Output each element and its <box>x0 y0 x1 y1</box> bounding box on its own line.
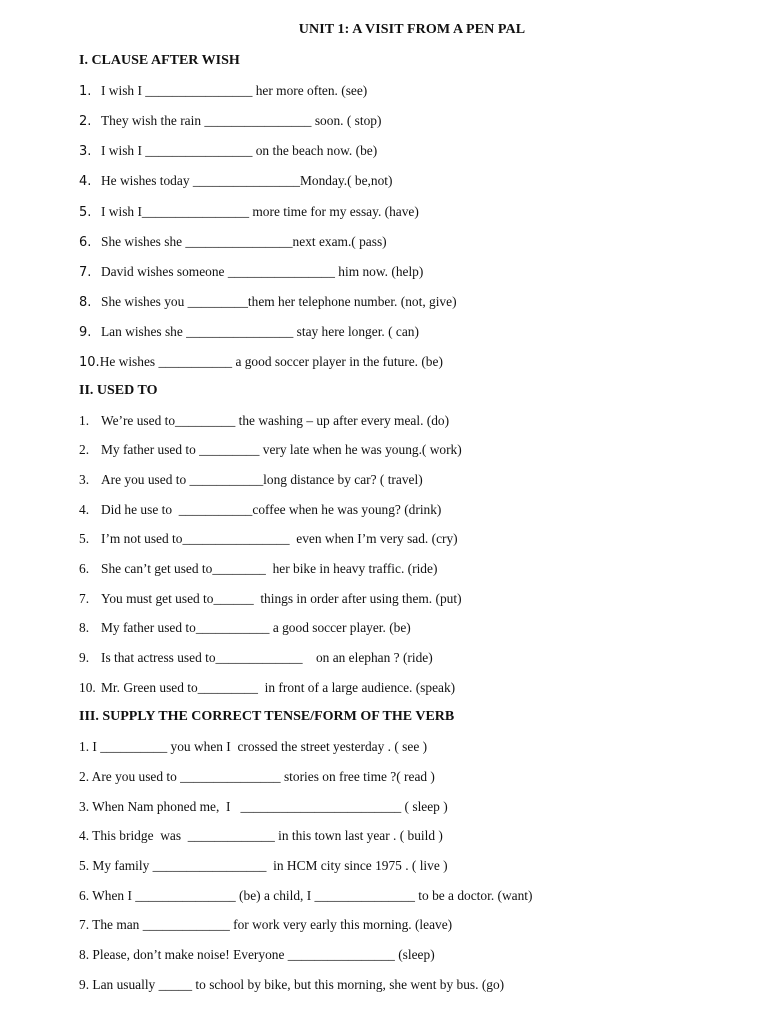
list-item <box>79 917 452 933</box>
item-text: This bridge was _____________ in this town last year . ( build ) <box>92 828 443 843</box>
item-text: Are you used to ___________long distance by car? ( travel) <box>101 472 423 487</box>
item-number: 7. <box>79 917 90 932</box>
item-number: 4. <box>79 828 90 843</box>
list-item <box>79 947 435 963</box>
list-item <box>79 858 448 874</box>
list-item <box>79 977 504 993</box>
item-text: David wishes someone ________________ him now. (help) <box>101 264 424 279</box>
list-item <box>79 739 427 755</box>
item-text: We’re used to_________ the washing – up after every meal. (do) <box>101 413 450 428</box>
item-text: My father used to___________ a good soccer player. (be) <box>101 620 411 635</box>
item-number: 5. <box>79 205 92 220</box>
item-number: 8. <box>79 620 90 635</box>
item-number: 6. <box>79 235 92 250</box>
item-number: 2. <box>79 442 90 457</box>
item-text: Did he use to ___________coffee when he was young? (drink) <box>101 502 442 517</box>
section-heading: III. SUPPLY THE CORRECT TENSE/FORM OF THE VERB <box>79 709 455 724</box>
item-text: I wish I ________________ on the beach now. (be) <box>101 143 378 158</box>
item-number: 2. <box>79 769 90 784</box>
item-number: 4. <box>79 502 90 517</box>
item-text: When Nam phoned me, I ________________________ ( sleep ) <box>92 799 448 814</box>
list-item <box>79 113 381 130</box>
list-item <box>79 799 448 815</box>
item-number: 8. <box>79 295 92 310</box>
item-number: 1. <box>79 84 92 99</box>
item-text: Are you used to _______________ stories on free time ?( read ) <box>91 769 435 784</box>
list-item <box>79 769 435 785</box>
item-number: 6. <box>79 561 90 576</box>
list-item <box>79 264 423 281</box>
list-item <box>79 442 462 458</box>
list-item <box>79 828 443 844</box>
list-item <box>79 531 458 547</box>
item-number: 3. <box>79 144 92 159</box>
list-item <box>79 561 437 577</box>
page-title: UNIT 1: A VISIT FROM A PEN PAL <box>298 22 526 37</box>
list-item <box>79 234 387 251</box>
item-text: She can’t get used to________ her bike in heavy traffic. (ride) <box>101 561 438 576</box>
list-item <box>79 472 423 488</box>
section-heading: II. USED TO <box>79 383 158 398</box>
item-number: 1. <box>79 739 90 754</box>
item-number: 6. <box>79 888 90 903</box>
item-number: 9. <box>79 650 90 665</box>
item-text: Is that actress used to_____________ on an elephan ? (ride) <box>101 650 433 665</box>
item-text: When I _______________ (be) a child, I _______________ to be a doctor. (want) <box>92 888 533 903</box>
list-item <box>79 354 443 371</box>
item-text: Lan wishes she ________________ stay here longer. ( can) <box>101 324 419 339</box>
item-text: I wish I________________ more time for my essay. (have) <box>101 204 419 219</box>
list-item <box>79 502 441 518</box>
item-text: She wishes she ________________next exam.( pass) <box>101 234 387 249</box>
item-number: 10. <box>79 680 96 695</box>
item-text: My father used to _________ very late when he was young.( work) <box>101 442 462 457</box>
item-text: Please, don’t make noise! Everyone ________________ (sleep) <box>92 947 435 962</box>
list-item <box>79 143 377 160</box>
item-number: 7. <box>79 591 90 606</box>
item-text: She wishes you _________them her telephone number. (not, give) <box>101 294 457 309</box>
item-text: I __________ you when I crossed the street yesterday . ( see ) <box>92 739 428 754</box>
item-text: The man _____________ for work very early this morning. (leave) <box>92 917 453 932</box>
item-text: Lan usually _____ to school by bike, but this morning, she went by bus. (go) <box>92 977 505 992</box>
item-number: 3. <box>79 472 90 487</box>
item-text: I’m not used to________________ even when I’m very sad. (cry) <box>101 531 458 546</box>
list-item <box>79 294 457 311</box>
list-item <box>79 173 392 190</box>
list-item <box>79 413 449 429</box>
item-text: Mr. Green used to_________ in front of a large audience. (speak) <box>101 680 456 695</box>
list-item <box>79 680 455 696</box>
item-number: 8. <box>79 947 90 962</box>
item-number: 4. <box>79 174 92 189</box>
item-number: 9. <box>79 325 92 340</box>
item-number: 2. <box>79 114 92 129</box>
section-heading: I. CLAUSE AFTER WISH <box>79 53 240 68</box>
list-item <box>79 204 419 221</box>
list-item <box>79 83 367 100</box>
item-text: You must get used to______ things in order after using them. (put) <box>101 591 462 606</box>
item-text: I wish I ________________ her more often. (see) <box>101 83 368 98</box>
list-item <box>79 650 433 666</box>
item-text: They wish the rain ________________ soon. ( stop) <box>101 113 382 128</box>
item-text: He wishes ___________ a good soccer player in the future. (be) <box>99 354 443 369</box>
list-item <box>79 591 462 607</box>
item-text: He wishes today ________________Monday.( be,not) <box>101 173 393 188</box>
item-text: My family _________________ in HCM city since 1975 . ( live ) <box>92 858 448 873</box>
item-number: 9. <box>79 977 90 992</box>
list-item <box>79 888 532 904</box>
list-item <box>79 324 419 341</box>
item-number: 5. <box>79 858 90 873</box>
item-number: 10. <box>79 355 100 370</box>
item-number: 7. <box>79 265 92 280</box>
item-number: 5. <box>79 531 90 546</box>
list-item <box>79 620 411 636</box>
item-number: 3. <box>79 799 90 814</box>
item-number: 1. <box>79 413 90 428</box>
